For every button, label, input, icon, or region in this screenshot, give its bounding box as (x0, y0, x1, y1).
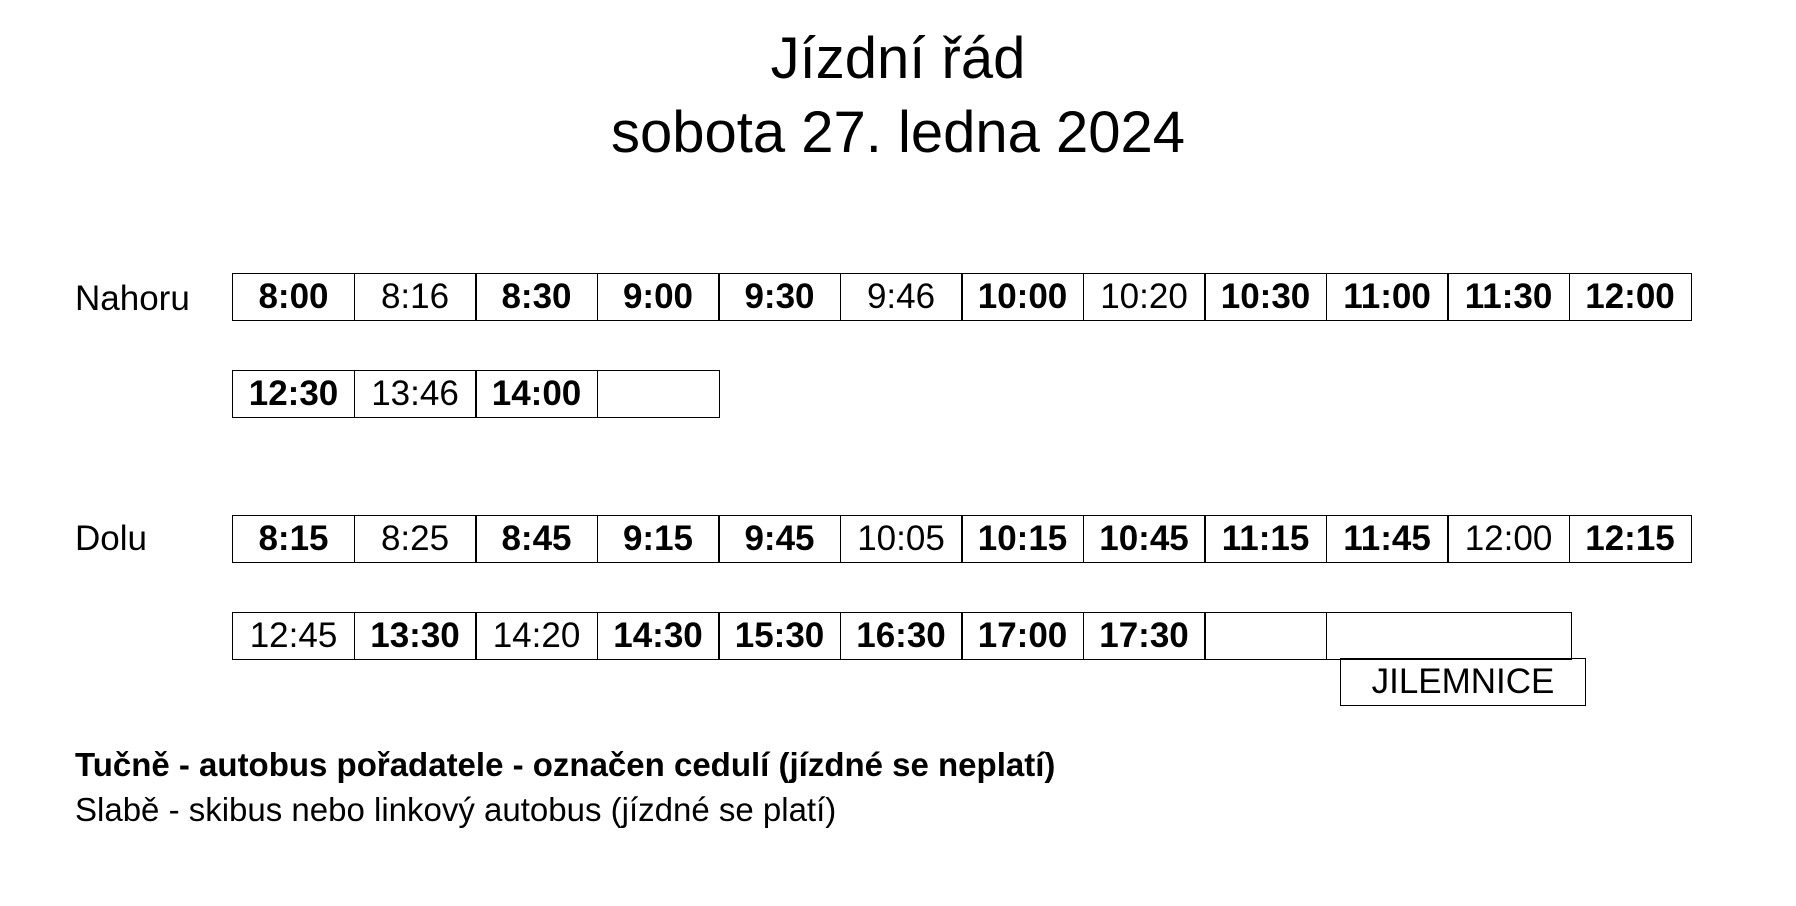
destination-label: JILEMNICE (1340, 658, 1586, 706)
departure-time-cell: 8:16 (354, 273, 477, 321)
departure-time-cell: 9:00 (597, 273, 720, 321)
departure-time-cell: 11:00 (1326, 273, 1449, 321)
departure-time-cell: 10:30 (1204, 273, 1327, 321)
departure-time-cell: 8:15 (232, 515, 355, 563)
direction-label-up: Nahoru (75, 279, 190, 318)
empty-time-cell (597, 370, 720, 418)
departure-time-cell: 12:00 (1447, 515, 1570, 563)
departure-time-cell: 8:30 (475, 273, 598, 321)
departure-time-cell: 14:30 (597, 612, 720, 660)
departure-time-cell: 9:30 (718, 273, 841, 321)
departure-time-cell: 12:45 (232, 612, 355, 660)
departure-time-cell: 11:45 (1326, 515, 1449, 563)
empty-time-cell (1204, 612, 1327, 660)
timetable-row-down-2 (232, 612, 1572, 660)
departure-time-cell: 8:45 (475, 515, 598, 563)
departure-time-cell: 13:46 (354, 370, 477, 418)
departure-time-cell: 10:00 (961, 273, 1084, 321)
departure-time-cell: 10:45 (1083, 515, 1206, 563)
departure-time-cell: 14:20 (475, 612, 598, 660)
departure-time-cell: 10:20 (1083, 273, 1206, 321)
departure-time-cell: 17:30 (1083, 612, 1206, 660)
legend-bold-note: Tučně - autobus pořadatele - označen cedulí (jízdné se neplatí) (75, 746, 1056, 783)
departure-time-cell: 9:46 (840, 273, 963, 321)
departure-time-cell: 9:45 (718, 515, 841, 563)
departure-time-cell: 10:15 (961, 515, 1084, 563)
departure-time-cell: 16:30 (840, 612, 963, 660)
page-title: Jízdní řád (770, 26, 1026, 91)
departure-time-cell: 17:00 (961, 612, 1084, 660)
departure-time-cell: 15:30 (718, 612, 841, 660)
timetable-row-up-2 (232, 370, 720, 418)
page-subtitle-date: sobota 27. ledna 2024 (610, 100, 1186, 165)
departure-time-cell: 12:15 (1569, 515, 1692, 563)
departure-time-cell: 12:30 (232, 370, 355, 418)
timetable-row-down-1 (232, 515, 1692, 563)
departure-time-cell: 13:30 (354, 612, 477, 660)
legend-regular-note: Slabě - skibus nebo linkový autobus (jízdné se platí) (75, 791, 837, 828)
departure-time-cell: 12:00 (1569, 273, 1692, 321)
departure-time-cell: 9:15 (597, 515, 720, 563)
departure-time-cell: 11:30 (1447, 273, 1570, 321)
timetable-row-up-1 (232, 273, 1692, 321)
departure-time-cell: 8:25 (354, 515, 477, 563)
departure-time-cell: 11:15 (1204, 515, 1327, 563)
departure-time-cell: 10:05 (840, 515, 963, 563)
empty-time-cell (1326, 612, 1572, 660)
direction-label-down: Dolu (75, 519, 147, 558)
departure-time-cell: 14:00 (475, 370, 598, 418)
departure-time-cell: 8:00 (232, 273, 355, 321)
